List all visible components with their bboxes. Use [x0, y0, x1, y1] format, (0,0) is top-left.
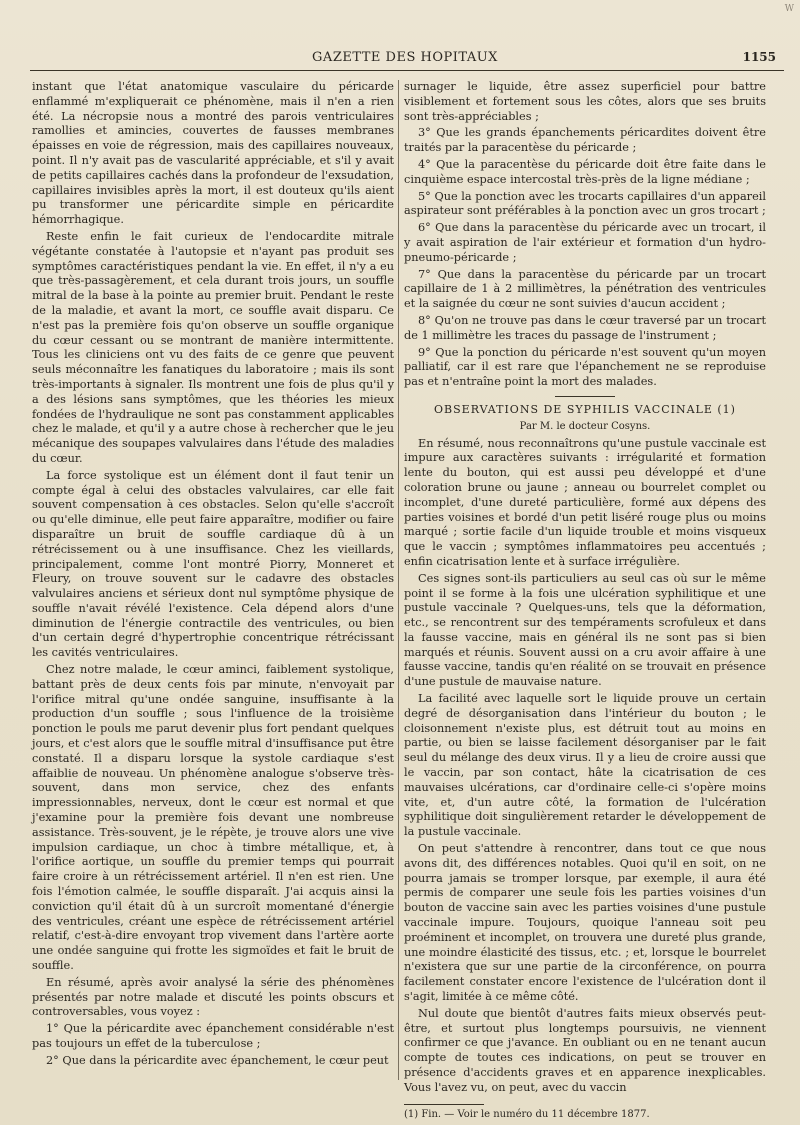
left-paragraph: Chez notre malade, le cœur aminci, faiblement systolique, battant près de deux cents fois par minute, n'envoyait par l'orifice mitral qu'une ondée sanguine, insuffisante à la production d'un souffle ; sous l'influence de la troisième ponction le pouls me parut devenir plus fort pendant quelques jours, et c'est alors que le souffle mitral d'insuffisance put être constaté. Il a disparu lorsque la systole cardiaque s'est affaiblie de nouveau. Un phénomène analogue s'observe très-souvent, dans mon service, chez des enfants impressionnables, nerveux, dont le cœur est normal et que j'examine pour la première fois devant une nombreuse assistance. Très-souvent, je le répète, je trouve alors une vive impulsion cardiaque, un choc à timbre métallique, et, à l'orifice aortique, un souffle du premier temps qui pourrait faire croire à un rétrécissement artériel. Il n'en est rien. Une fois l'émotion calmée, le souffle disparaît. J'ai acquis ainsi la conviction qu'il était dû à un surcroît momentané d'énergie des ventricules, créant une espèce de rétrécissement artériel relatif, c'est-à-dire envoyant trop vivement dans l'artère aorte une ondée sanguine qui frotte les sigmoïdes et fait le bruit de souffle.: [32, 663, 394, 973]
right-paragraph: 5° Que la ponction avec les trocarts capillaires d'un appareil aspirateur sont préférables à la ponction avec un gros trocart ;: [404, 189, 766, 218]
page-header: [30, 48, 780, 72]
footnote: (1) Fin. — Voir le numéro du 11 décembre 1877.: [404, 1108, 650, 1120]
corner-mark: W: [784, 4, 794, 14]
right-paragraph: surnager le liquide, être assez superficiel pour battre visiblement et fortement sous les côtes, alors que ses bruits sont très-appréciables ;: [404, 80, 766, 123]
right-paragraph: 4° Que la paracentèse du péricarde doit être faite dans le cinquième espace intercostal très-près de la ligne médiane ;: [404, 157, 766, 186]
right-paragraph: 6° Que dans la paracentèse du péricarde avec un trocart, il y avait aspiration de l'air extérieur et formation d'un hydro-pneumo-péricarde ;: [404, 221, 766, 264]
section-title: OBSERVATIONS DE SYPHILIS VACCINALE (1): [434, 402, 736, 416]
observation-paragraph: La facilité avec laquelle sort le liquide prouve un certain degré de désorganisation dans l'intérieur du bouton ; le cloisonnement n'existe plus, est détruit tout au moins en partie, ou bien se laisse facilement désorganiser par le fait seul du mélange des deux virus. Il y a lieu de croire aussi que le vaccin, par son contact, hâte la cicatrisation de ces mauvaises ulcérations, car d'ordinaire celle-ci s'opère moins vite, et, d'un autre côté, la formation de l'ulcération syphilitique doit singulièrement retarder le développement de la pustule vaccinale.: [404, 692, 766, 839]
observation-paragraph: En résumé, nous reconnaîtrons qu'une pustule vaccinale est impure aux caractères suivants : irrégularité et formation lente du bouton, qui est aussi peu développé et d'une coloration brune ou jaune ; anneau ou bourrelet complet ou incomplet, d'une dureté particulière, formé aux dépens des parties voisines et bordé d'un petit liséré rouge plus ou moins marqué ; sortie facile d'un liquide trouble et moins visqueux que le vaccin ; symptômes inflammatoires peu accentués ; enfin cicatrisation lente et à surface irrégulière.: [404, 436, 766, 568]
right-paragraph: 7° Que dans la paracentèse du péricarde par un trocart capillaire de 1 à 2 millimètres, la pénétration des ventricules et la saignée du cœur ne sont suivies d'aucun accident ;: [404, 267, 766, 311]
right-column: [404, 80, 766, 1120]
right-paragraph: 9° Que la ponction du péricarde n'est souvent qu'un moyen palliatif, car il est rare que l'épanchement ne se reproduise pas et n'entraîne point la mort des malades.: [404, 345, 766, 389]
header-rule: [30, 70, 784, 71]
left-column: [32, 80, 394, 1090]
page-number: 1155: [742, 50, 776, 64]
right-paragraph: 3° Que les grands épanchements péricardites doivent être traités par la paracentèse du péricarde ;: [404, 126, 766, 155]
left-paragraph: 2° Que dans la péricardite avec épanchement, le cœur peut: [46, 1053, 389, 1067]
left-paragraph: 1° Que la péricardite avec épanchement considérable n'est pas toujours un effet de la tuberculose ;: [32, 1022, 394, 1050]
footnote-rule: [404, 1104, 484, 1105]
observation-paragraph: On peut s'attendre à rencontrer, dans tout ce que nous avons dit, des différences notables. Quoi qu'il en soit, on ne pourra jamais se tromper lorsque, par exemple, il aura été permis de comparer une seule fois les parties voisines d'un bouton de vaccine sain avec les parties voisines d'une pustule vaccinale impure. Toujours, quoique l'anneau soit peu proéminent et incomplet, on trouvera une dureté plus grande, une moindre élasticité des tissus, etc. ; et, lorsque le bourrelet n'existera que sur une partie de la circonférence, on pourra facilement constater encore l'existence de l'ulcération dont il s'agit, limitée à ce même côté.: [404, 842, 766, 1004]
column-divider: [398, 80, 399, 1080]
observation-paragraph: Nul doute que bientôt d'autres faits mieux observés peut-être, et surtout plus longtemps poursuivis, ne viennent confirmer ce que j'avance. En oubliant ou en ne tenant aucun compte de toutes ces indications, on peut se trouver en présence d'accidents graves et en apparence inexplicables. Vous l'avez vu, on peut, avec du vaccin: [404, 1006, 766, 1094]
left-paragraph: La force systolique est un élément dont il faut tenir un compte égal à celui des obstacles valvulaires, car elle fait souvent compensation à ces obstacles. Selon qu'elle s'accroît ou qu'elle diminue, elle peut faire apparaître, modifier ou faire disparaître un bruit de souffle cardiaque dû à un rétrécissement ou à une insuffisance. Chez les vieillards, principalement, comme l'ont montré Piorry, Monneret et Fleury, on trouve souvent sur le cadavre des obstacles valvulaires anciens et sérieux dont nul symptôme physique de souffle n'avait révélé l'existence. Cela dépend alors d'une diminution de l'énergie contractile des ventricules, ou bien d'un certain degré d'hypertrophie concentrique rétrécissant les cavités ventriculaires.: [32, 468, 394, 660]
left-paragraph: Reste enfin le fait curieux de l'endocardite mitrale végétante constatée à l'autopsie et n'ayant pas produit ses symptômes caractéristiques pendant la vie. En effet, il n'y a eu que très-passagèrement, et cela durant trois jours, un souffle mitral de la base à la pointe au premier bruit. Pendant le reste de la maladie, et avant la mort, ce souffle avait disparu. Ce n'est pas la première fois qu'on observe un souffle organique du cœur cessant ou se montrant de manière intermittente. Tous les cliniciens ont vu des faits de ce genre que peuvent seuls méconnaître les fanatiques du laboratoire ; mais ils sont très-importants à signaler. Ils montrent une fois de plus qu'il y a des lésions sans symptômes, que les théories les mieux fondées de l'hydraulique ne sont pas constamment applicables chez le malade, et qu'il y a autre chose à rechercher que le jeu mécanique des soupapes valvulaires dans l'étude des maladies du cœur.: [32, 229, 394, 465]
running-title: GAZETTE DES HOPITAUX: [312, 50, 498, 65]
right-paragraph: 8° Qu'on ne trouve pas dans le cœur traversé par un trocart de 1 millimètre les traces du passage de l'instrument ;: [404, 313, 766, 342]
left-paragraph: instant que l'état anatomique vasculaire du péricarde enflammé m'expliquerait ce phénomène, mais il n'en a rien été. La nécropsie nous a montré des parois ventriculaires ramollies et amincies, couvertes de fausses membranes épaisses en voie de régression, mais des capillaires nouveaux, point. Il n'y avait pas de vascularité appréciable, et s'il y avait de petits capillaires cachés dans la profondeur de l'exsudation, capillaires invisibles après la mort, il est douteux qu'ils aient pu transformer une péricardite simple en péricardite hémorrhagique.: [32, 80, 394, 227]
author-byline: Par M. le docteur Cosyns.: [519, 420, 651, 432]
left-paragraph: En résumé, après avoir analysé la série des phénomènes présentés par notre malade et discuté les points obscurs et controversables, vous voyez :: [32, 975, 394, 1019]
observation-paragraph: Ces signes sont-ils particuliers au seul cas où sur le même point il se forme à la fois une ulcération syphilitique et une pustule vaccinale ? Quelques-uns, tels que la déformation, etc., se rencontrent sur des tempéraments scrofuleux et dans la fausse vaccine, mais en général ils ne sont pas si bien marqués et réunis. Souvent aussi on a cru avoir affaire à une fausse vaccine, tandis qu'en réalité on se trouvait en présence d'une pustule de mauvaise nature.: [404, 571, 766, 689]
section-rule: [555, 396, 615, 397]
